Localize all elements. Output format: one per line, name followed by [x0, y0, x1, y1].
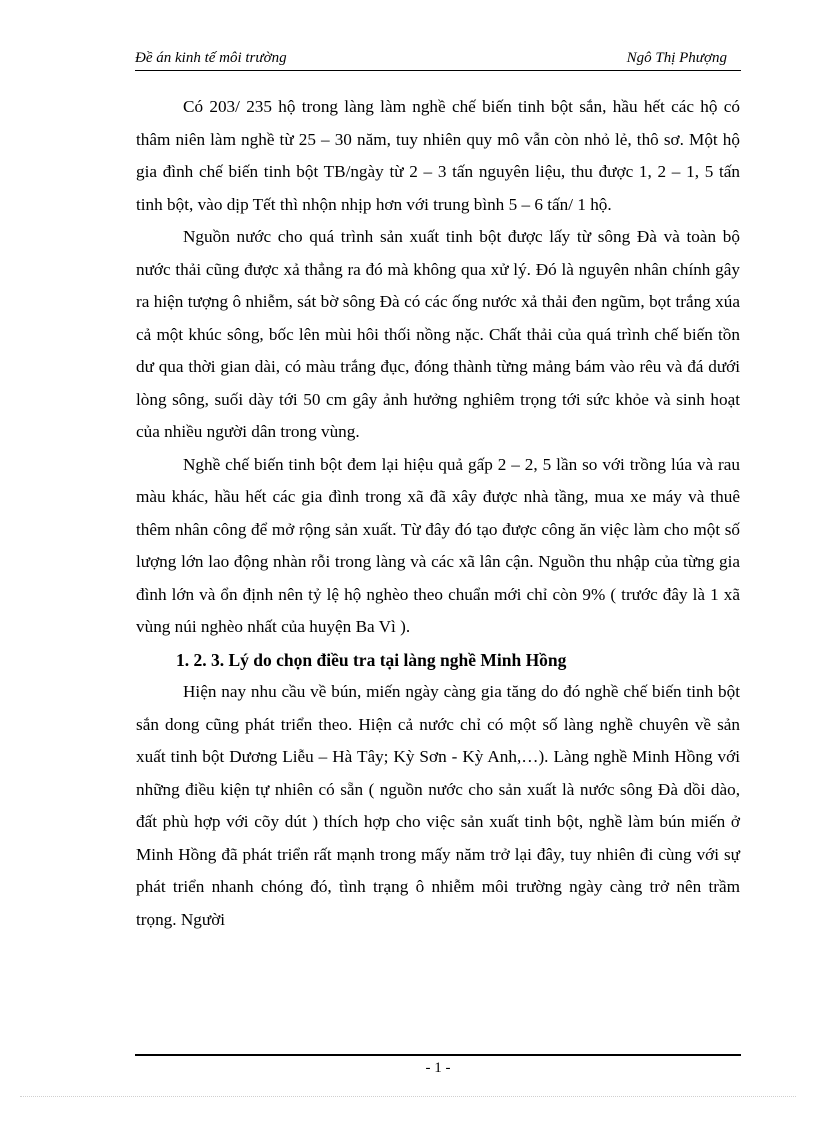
body-paragraph-water-pollution: Nguồn nước cho quá trình sản xuất tinh bột được lấy từ sông Đà và toàn bộ nước thải cũng được xả thẳng ra đó mà không qua xử lý. Đó là nguyên nhân chính gây ra hiện tượng ô nhiễm, sát bờ sông Đà có các ống nước xả thải đen ngũm, bọt trắng xúa cả một khúc sông, bốc lên mùi hôi thối nồng nặc. Chất thải của quá trình chế biến tồn dư qua thời gian dài, có màu trắng đục, đóng thành từng mảng bám vào rêu và đá dưới lòng sông, suối dày tới 50 cm gây ảnh hưởng nghiêm trọng tới sức khỏe và sinh hoạt của nhiều người dân trong vùng.: [136, 227, 740, 441]
footer-divider: [135, 1054, 741, 1056]
page-edge-divider: [20, 1096, 796, 1097]
body-paragraph-reason: Hiện nay nhu cầu về bún, miến ngày càng gia tăng do đó nghề chế biến tinh bột sắn dong cũng phát triển theo. Hiện cả nước chỉ có một số làng nghề chuyên về sản xuất tinh bột Dương Liễu – Hà Tây; Kỳ Sơn - Kỳ Anh,…). Làng nghề Minh Hồng với những điều kiện tự nhiên có sẵn ( nguồn nước cho sản xuất là nước sông Đà dồi dào, đất phù hợp với cõy dút ) thích hợp cho việc sản xuất tinh bột, nghề làm bún miến ở Minh Hồng đã phát triển rất mạnh trong mấy năm trở lại đây, tuy nhiên đi cùng với sự phát triển nhanh chóng đó, tình trạng ô nhiễm môi trường ngày càng trở nên trầm trọng. Người: [136, 682, 740, 929]
section-heading: 1. 2. 3. Lý do chọn điều tra tại làng nghề Minh Hồng: [176, 649, 567, 670]
header-author-name: Ngô Thị Phượng: [626, 50, 727, 66]
header-document-title: Đề án kinh tế môi trường: [135, 50, 287, 66]
body-paragraph-economic-benefit: Nghề chế biến tinh bột đem lại hiệu quả gấp 2 – 2, 5 lần so với trồng lúa và rau màu khác, hầu hết các gia đình trong xã đã xây được nhà tầng, mua xe máy và thuê thêm nhân công để mở rộng sản xuất. Từ đây đó tạo được công ăn việc làm cho một số lượng lớn lao động nhàn rỗi trong làng và các xã lân cận. Nguồn thu nhập của từng gia đình lớn và ổn định nên tỷ lệ hộ nghèo theo chuẩn mới chỉ còn 9% ( trước đây là 1 xã vùng núi nghèo nhất của huyện Ba Vì ).: [136, 454, 740, 636]
page-body: [136, 91, 740, 936]
page-number: - 1 -: [425, 1060, 451, 1076]
body-paragraph-households: Có 203/ 235 hộ trong làng làm nghề chế biến tinh bột sắn, hầu hết các hộ có thâm niên làm nghề từ 25 – 30 năm, tuy nhiên quy mô vẫn còn nhỏ lẻ, thô sơ. Một hộ gia đình chế biến tinh bột TB/ngày từ 2 – 3 tấn nguyên liệu, thu được 1, 2 – 1, 5 tấn tinh bột, vào dịp Tết thì nhộn nhịp hơn với trung bình 5 – 6 tấn/ 1 hộ.: [136, 97, 740, 214]
page-header: [135, 50, 741, 71]
